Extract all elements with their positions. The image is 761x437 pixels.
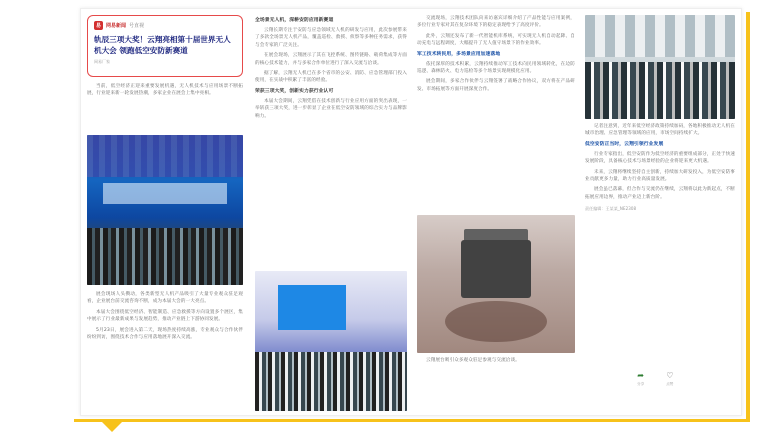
col3-heading-1: 军工技术转民用，多场景应用加速落地 (417, 51, 501, 57)
frame-bottom-border (74, 419, 750, 422)
col2-p2: 在展会现场，云翔展示了其在飞控系统、图传链路、载荷集成等方面的核心技术能力，并与多家合作单位进行了深入交流与洽谈。 (255, 53, 407, 66)
headline-card[interactable] (87, 15, 243, 77)
col1-intro-block (87, 83, 243, 101)
article-actions (637, 371, 673, 387)
article-page (80, 8, 742, 416)
col2-p4: 本届大会期间，云翔凭借在技术创新与行业应用方面的突出表现，一举斩获三项大奖，进一步彰显了企业在低空安防领域的综合实力与品牌影响力。 (255, 98, 407, 119)
col1-intro: 当前，低空经济正迎来重要发展机遇，无人机技术与应用场景不断拓展，行业迎来新一轮发展热潮，多家企业在展会上集中亮相。 (87, 84, 243, 97)
col3-p3: 依托深厚的技术积累，云翔持续推动军工技术向民用领域转化，在边防巡逻、森林防火、电力巡检等多个场景实现规模化应用。 (417, 61, 575, 75)
drone-device-photo (417, 215, 575, 353)
col2-p3: 据了解，云翔无人机已在多个省市的公安、消防、应急管理部门投入使用，在实战中积累了丰富的经验。 (255, 71, 407, 84)
brand-bar (94, 21, 236, 30)
booth-crowd-photo (255, 271, 407, 411)
col2-heading-1: 全场景无人机，深耕安防应用新赛道 (255, 18, 334, 23)
col3-p4: 展会期间，多家合作伙伴与云翔签署了战略合作协议，双方将在产品研发、市场拓展等方面开展深度合作。 (417, 79, 575, 92)
col1-p1: 展会现场人头攒动，各类新型无人机产品吸引了大量专业观众驻足观看，企业展台前交流咨询不断，成为本届大会的一大亮点。 (87, 292, 243, 305)
brand-logo-icon: 易 (95, 23, 101, 29)
col4-p4: 展会虽已落幕，但合作与交流仍在继续，云翔将以此为新起点，不断拓展应用边界，推动产业迈上新台阶。 (585, 187, 735, 200)
col2-heading-2: 荣获三项大奖，创新实力获行业认可 (255, 88, 334, 94)
col3-p1: 交流现场，云翔技术团队向来访嘉宾详细介绍了产品性能与应用案例，多位行业专家对其在复杂环境下的稳定表现给予了高度评价。 (417, 16, 575, 29)
article-headline[interactable]: 轨辰三项大奖！云翔亮相第十届世界无人机大会 领跑低空安防新赛道 (94, 35, 231, 55)
author-line: 责任编辑：王某某_NE2308 (585, 206, 637, 212)
col4-heading-1: 低空安防正当时，云翔引领行业发展 (585, 141, 664, 147)
share-action[interactable] (637, 371, 644, 387)
like-action[interactable] (666, 371, 673, 387)
brand-sub: 号直视 (129, 23, 145, 29)
frame-arrow (101, 421, 123, 432)
exhibition-hall-photo (87, 135, 243, 285)
like-label: 点赞 (666, 382, 674, 386)
col3-caption: 云翔展台吸引众多观众驻足参观与交流洽谈。 (426, 358, 520, 363)
col4-p2: 行业专家指出，低空安防作为低空经济的重要组成部分，正处于快速发展阶段，具备核心技术与场景经验的企业将迎来更大机遇。 (585, 151, 735, 165)
col4-text (585, 123, 735, 213)
col1-body (87, 291, 243, 344)
col4-p1: 记者注意到，近年来低空经济政策持续加码，各地积极推动无人机在城市治理、应急管理等领域的应用，市场空间持续扩大。 (585, 124, 735, 137)
like-icon[interactable]: ♡ (666, 371, 674, 380)
col1-p2: 本届大会围绕低空经济、智能制造、应急救援等方向设置多个展区，集中展示了行业最新成果与发展趋势，推动产业链上下游协同发展。 (87, 309, 243, 323)
col3-p2: 此外，云翔还发布了新一代智能机库系统，可实现无人机自动起降、自动充电与远程调度，大幅提升了无人值守场景下的作业效率。 (417, 33, 575, 47)
frame-right-border (746, 12, 750, 422)
col1-p3: 5月23日，展会进入第二天，现场热度持续高涨，专业观众与合作伙伴纷纷到访，围绕技术合作与应用落地展开深入交流。 (87, 327, 243, 341)
share-icon[interactable]: ➦ (637, 371, 644, 380)
share-label: 分享 (637, 382, 645, 386)
col3-top-text (417, 15, 575, 96)
brand-name: 网易新闻 (106, 23, 127, 29)
col3-caption-block (417, 357, 575, 367)
col2-top-text (255, 15, 407, 123)
col4-p3: 未来，云翔将继续坚持自主创新，持续加大研发投入，为低空安防事业贡献更多力量，助力行业高质量发展。 (585, 169, 735, 183)
article-meta: 网易厂家 (94, 59, 110, 64)
col2-p1: 云翔长期专注于安防与应急领域无人机的研发与应用，此次参展带来了多款全场景无人机产品，覆盖巡检、救援、侦察等多种任务需求，获得与会专家的广泛关注。 (255, 28, 407, 48)
meeting-photo (585, 15, 735, 119)
